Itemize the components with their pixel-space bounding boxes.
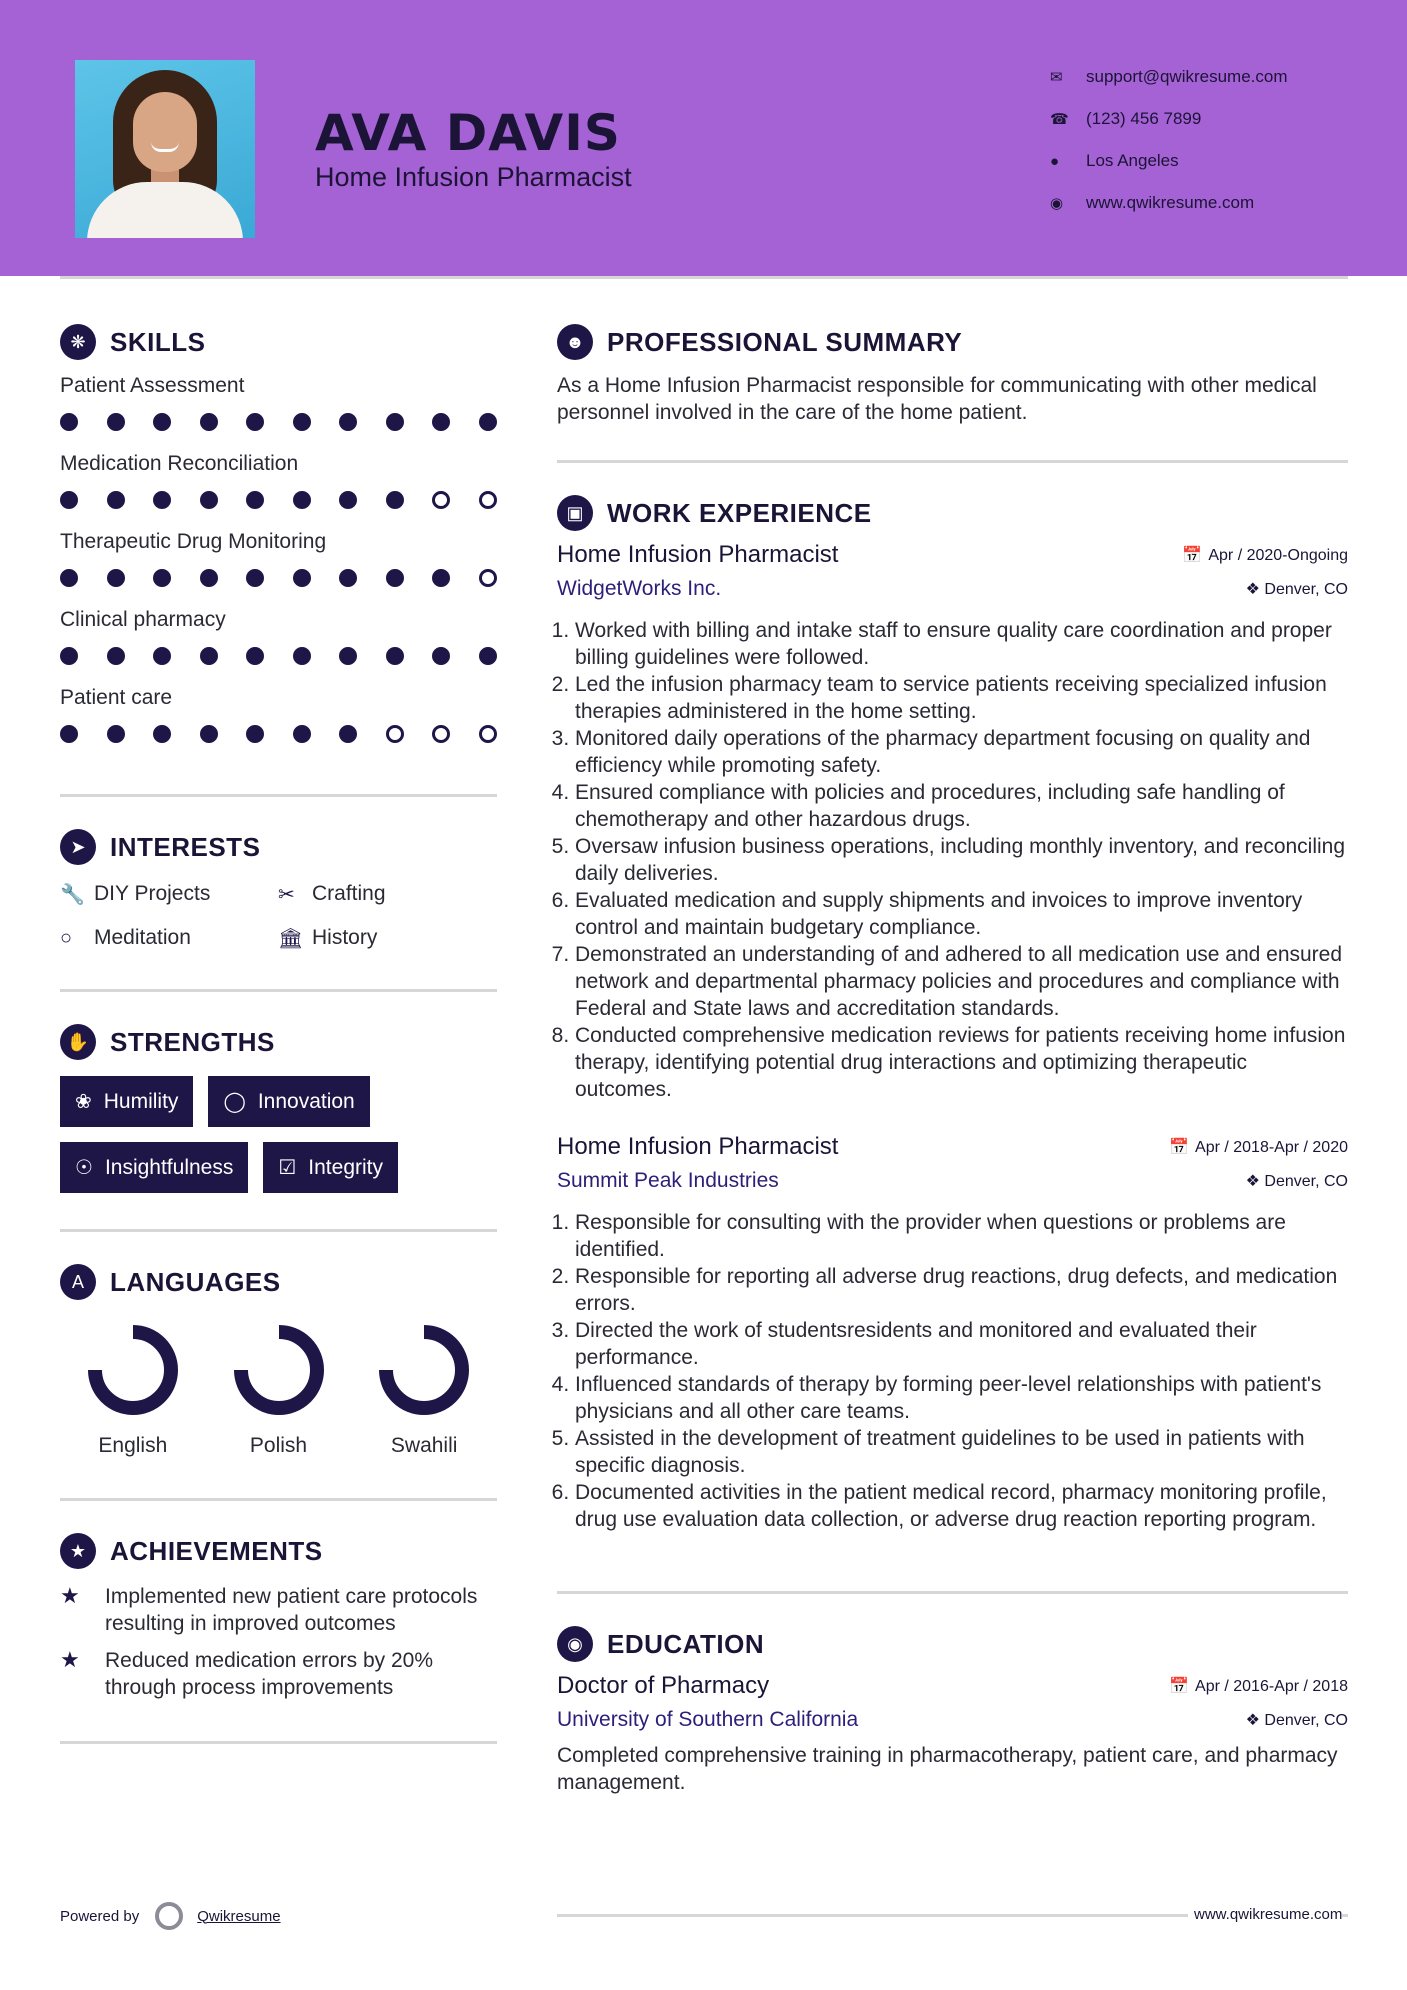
chair-icon: ▣ bbox=[557, 495, 593, 531]
section-divider bbox=[60, 1741, 497, 1744]
experience-heading: ▣ WORK EXPERIENCE bbox=[557, 491, 1348, 535]
achievement-item: ★ Implemented new patient care protocols resulting in improved outcomes bbox=[60, 1583, 478, 1635]
interests-heading: ➤ INTERESTS bbox=[60, 825, 497, 869]
job-location: ❖ Denver, CO bbox=[1245, 581, 1348, 598]
list-item: 2. Responsible for reporting all adverse drug reactions, drug defects, and medication errors. bbox=[575, 1263, 1348, 1317]
job-company: Summit Peak Industries bbox=[557, 1169, 779, 1192]
rating-dot-filled bbox=[107, 491, 125, 509]
language-level-arc bbox=[386, 1332, 462, 1408]
rating-dot-empty bbox=[432, 491, 450, 509]
section-divider bbox=[60, 794, 497, 797]
skill-rating bbox=[60, 402, 497, 442]
education-heading: ◉ EDUCATION bbox=[557, 1622, 1348, 1666]
achievements-heading: ★ ACHIEVEMENTS bbox=[60, 1529, 497, 1573]
rating-dot-filled bbox=[200, 413, 218, 431]
summary-heading: ☻ PROFESSIONAL SUMMARY bbox=[557, 320, 1348, 364]
footer-url[interactable]: www.qwikresume.com bbox=[1188, 1906, 1342, 1923]
rating-dot-filled bbox=[107, 413, 125, 431]
rating-dot-filled bbox=[479, 647, 497, 665]
skill-name: Therapeutic Drug Monitoring bbox=[60, 530, 327, 553]
education-location: ❖ Denver, CO bbox=[1245, 1712, 1348, 1729]
rating-dot-filled bbox=[386, 491, 404, 509]
globe-icon: ◉ bbox=[1050, 195, 1064, 212]
skill-name: Patient Assessment bbox=[60, 374, 245, 397]
list-item: 1. Responsible for consulting with the provider when questions or problems are identified. bbox=[575, 1209, 1348, 1263]
rating-dot-filled bbox=[107, 725, 125, 743]
skill-item bbox=[60, 604, 497, 676]
rating-dot-empty bbox=[479, 491, 497, 509]
left-column bbox=[60, 320, 497, 1744]
rating-dot-filled bbox=[432, 647, 450, 665]
candidate-name: AVA DAVIS bbox=[315, 104, 621, 162]
rating-dot-empty bbox=[479, 725, 497, 743]
list-item: 5. Oversaw infusion business operations, including monthly inventory, and reconciling daily deliveries. bbox=[575, 833, 1348, 887]
interest-item: 🔧 DIY Projects bbox=[60, 882, 211, 906]
job-company: WidgetWorks Inc. bbox=[557, 577, 722, 600]
language-level-arc bbox=[241, 1332, 317, 1408]
phone-icon: ☎ bbox=[1050, 111, 1069, 128]
language-icon: A bbox=[60, 1264, 96, 1300]
list-item: 7. Demonstrated an understanding of and adhered to all medication use and ensured network and departmental pharmacy policies and procedures and compliance with Federal and State laws and accreditation standards. bbox=[575, 941, 1348, 1022]
language-ring bbox=[231, 1322, 327, 1418]
user-icon: ☻ bbox=[557, 324, 593, 360]
candidate-title: Home Infusion Pharmacist bbox=[315, 162, 632, 192]
list-item: 2. Led the infusion pharmacy team to service patients receiving specialized infusion therapies administered in the home setting. bbox=[575, 671, 1348, 725]
skill-name: Medication Reconciliation bbox=[60, 452, 299, 475]
rating-dot-filled bbox=[60, 413, 78, 431]
interests-list bbox=[60, 879, 497, 953]
skills-list bbox=[60, 370, 497, 754]
list-item: 4. Ensured compliance with policies and procedures, including safe handling of chemotherapy and other hazardous drugs. bbox=[575, 779, 1348, 833]
skills-heading: ❋ SKILLS bbox=[60, 320, 497, 364]
rating-dot-filled bbox=[107, 647, 125, 665]
rating-dot-filled bbox=[432, 569, 450, 587]
language-name: Polish bbox=[249, 1434, 308, 1457]
star-icon: ★ bbox=[60, 1583, 80, 1608]
list-item: 1. Worked with billing and intake staff to ensure quality care coordination and proper billing guidelines were followed. bbox=[575, 617, 1348, 671]
lightbulb-icon: ❋ bbox=[60, 324, 96, 360]
skill-rating bbox=[60, 480, 497, 520]
lightbulb-icon: ◯ bbox=[223, 1091, 246, 1113]
skill-rating bbox=[60, 636, 497, 676]
languages-list bbox=[60, 1322, 497, 1458]
skill-name: Patient care bbox=[60, 686, 173, 709]
rating-dot-filled bbox=[200, 569, 218, 587]
rating-dot-filled bbox=[153, 569, 171, 587]
rating-dot-filled bbox=[293, 491, 311, 509]
skill-item bbox=[60, 370, 497, 442]
rating-dot-filled bbox=[246, 569, 264, 587]
location-pin-icon: ● bbox=[1050, 152, 1060, 170]
star-icon: ★ bbox=[60, 1533, 96, 1569]
circle-icon: ○ bbox=[60, 926, 73, 949]
list-item: 4. Influenced standards of therapy by forming peer-level relationships with patient's physicians and all other care teams. bbox=[575, 1371, 1348, 1425]
contact-list bbox=[1050, 56, 1288, 224]
rating-dot-filled bbox=[386, 647, 404, 665]
interest-item: ✂ Crafting bbox=[278, 882, 386, 906]
rating-dot-filled bbox=[339, 725, 357, 743]
rating-dot-filled bbox=[339, 491, 357, 509]
section-divider bbox=[557, 1591, 1348, 1594]
rating-dot-filled bbox=[153, 491, 171, 509]
rating-dot-filled bbox=[60, 725, 78, 743]
envelope-icon: ✉ bbox=[1050, 69, 1063, 86]
rating-dot-filled bbox=[479, 413, 497, 431]
rating-dot-empty bbox=[479, 569, 497, 587]
rating-dot-filled bbox=[339, 647, 357, 665]
languages-heading: A LANGUAGES bbox=[60, 1260, 497, 1304]
contact-location: ● Los Angeles bbox=[1050, 151, 1179, 170]
list-item: 6. Evaluated medication and supply shipments and invoices to improve inventory control and maintain budgetary compliance. bbox=[575, 887, 1348, 941]
interest-item: ○ Meditation bbox=[60, 926, 191, 949]
section-divider bbox=[60, 1229, 497, 1232]
language-item bbox=[351, 1322, 497, 1458]
contact-email[interactable]: ✉ support@qwikresume.com bbox=[1050, 67, 1288, 86]
job-bullets bbox=[557, 1209, 1348, 1533]
education-date: 📅 Apr / 2016-Apr / 2018 bbox=[1169, 1678, 1348, 1695]
rating-dot-filled bbox=[200, 647, 218, 665]
brand-link[interactable]: Qwikresume bbox=[197, 1907, 281, 1925]
paper-plane-icon: ➤ bbox=[60, 829, 96, 865]
job-date: 📅 Apr / 2018-Apr / 2020 bbox=[1169, 1139, 1348, 1156]
pushpin-icon: ❖ bbox=[1245, 581, 1260, 598]
header-divider bbox=[60, 276, 1348, 279]
degree: Doctor of Pharmacy bbox=[557, 1672, 770, 1699]
profile-photo bbox=[75, 60, 255, 238]
rating-dot-filled bbox=[153, 725, 171, 743]
rating-dot-filled bbox=[339, 569, 357, 587]
rating-dot-filled bbox=[386, 569, 404, 587]
scissors-icon: ✂ bbox=[278, 883, 295, 906]
pushpin-icon: ❖ bbox=[1245, 1712, 1260, 1729]
rating-dot-filled bbox=[386, 413, 404, 431]
rating-dot-filled bbox=[200, 491, 218, 509]
graduation-cap-icon: ◉ bbox=[557, 1626, 593, 1662]
skill-rating bbox=[60, 558, 497, 598]
rating-dot-empty bbox=[386, 725, 404, 743]
job-location: ❖ Denver, CO bbox=[1245, 1173, 1348, 1190]
section-divider bbox=[557, 460, 1348, 463]
job-entry bbox=[557, 1133, 1348, 1533]
job-bullets bbox=[557, 617, 1348, 1103]
interest-item: 🏛 History bbox=[278, 926, 378, 950]
job-entry bbox=[557, 541, 1348, 1103]
rating-dot-filled bbox=[60, 491, 78, 509]
rating-dot-filled bbox=[246, 647, 264, 665]
skill-name: Clinical pharmacy bbox=[60, 608, 226, 631]
rating-dot-filled bbox=[153, 413, 171, 431]
strength-badge: ❀ Humility bbox=[60, 1076, 193, 1127]
rating-dot-filled bbox=[339, 413, 357, 431]
language-ring bbox=[376, 1322, 472, 1418]
rating-dot-filled bbox=[246, 413, 264, 431]
rating-dot-filled bbox=[293, 569, 311, 587]
contact-website[interactable]: ◉ www.qwikresume.com bbox=[1050, 193, 1255, 212]
resume-header bbox=[0, 0, 1407, 276]
rating-dot-filled bbox=[293, 647, 311, 665]
list-item: 5. Assisted in the development of treatment guidelines to be used in patients with specific diagnosis. bbox=[575, 1425, 1348, 1479]
leaf-icon: ❀ bbox=[75, 1091, 92, 1113]
job-title: Home Infusion Pharmacist bbox=[557, 541, 839, 568]
calendar-icon: 📅 bbox=[1169, 1678, 1190, 1695]
education-description: Completed comprehensive training in pharmacotherapy, patient care, and pharmacy management. bbox=[557, 1744, 1338, 1794]
rating-dot-filled bbox=[246, 725, 264, 743]
job-title: Home Infusion Pharmacist bbox=[557, 1133, 839, 1160]
list-item: 8. Conducted comprehensive medication reviews for patients receiving home infusion therapy, identifying potential drug interactions and optimizing therapeutic outcomes. bbox=[575, 1022, 1348, 1103]
language-item bbox=[206, 1322, 352, 1458]
calendar-icon: 📅 bbox=[1169, 1139, 1190, 1156]
rating-dot-filled bbox=[60, 569, 78, 587]
rating-dot-filled bbox=[293, 725, 311, 743]
summary-text: As a Home Infusion Pharmacist responsible for communicating with other medical personnel involved in the care of the home patient. bbox=[557, 374, 1317, 424]
language-item bbox=[60, 1322, 206, 1458]
skill-item bbox=[60, 682, 497, 754]
rating-dot-filled bbox=[432, 413, 450, 431]
language-level-arc bbox=[95, 1332, 171, 1408]
rating-dot-filled bbox=[200, 725, 218, 743]
qwikresume-logo-icon bbox=[155, 1902, 183, 1930]
job-date: 📅 Apr / 2020-Ongoing bbox=[1182, 547, 1348, 564]
language-name: Swahili bbox=[390, 1434, 458, 1457]
checkbox-icon: ☑ bbox=[278, 1157, 297, 1179]
rating-dot-filled bbox=[107, 569, 125, 587]
pushpin-icon: ❖ bbox=[1245, 1173, 1260, 1190]
strength-badge: ☉ Insightfulness bbox=[60, 1142, 248, 1193]
strengths-list bbox=[60, 1076, 497, 1193]
rating-dot-filled bbox=[60, 647, 78, 665]
section-divider bbox=[60, 1498, 497, 1501]
skill-rating bbox=[60, 714, 497, 754]
strength-badge: ◯ Innovation bbox=[208, 1076, 369, 1127]
list-item: 6. Documented activities in the patient medical record, pharmacy monitoring profile, drug use evaluation data collection, or adverse drug reaction reporting program. bbox=[575, 1479, 1348, 1533]
language-name: English bbox=[98, 1434, 168, 1457]
rating-dot-empty bbox=[432, 725, 450, 743]
achievement-item: ★ Reduced medication errors by 20% through process improvements bbox=[60, 1647, 434, 1699]
skill-item bbox=[60, 448, 497, 520]
eye-icon: ☉ bbox=[75, 1157, 93, 1179]
school: University of Southern California bbox=[557, 1708, 859, 1731]
list-item: 3. Directed the work of studentsresidents and monitored and evaluated their performance. bbox=[575, 1317, 1348, 1371]
calendar-icon: 📅 bbox=[1182, 547, 1203, 564]
right-column bbox=[557, 320, 1348, 1796]
hand-icon: ✋ bbox=[60, 1024, 96, 1060]
list-item: 3. Monitored daily operations of the pharmacy department focusing on quality and efficiency while promoting safety. bbox=[575, 725, 1348, 779]
section-divider bbox=[60, 989, 497, 992]
wrench-icon: 🔧 bbox=[60, 883, 85, 906]
rating-dot-filled bbox=[153, 647, 171, 665]
star-icon: ★ bbox=[60, 1647, 80, 1672]
rating-dot-filled bbox=[293, 413, 311, 431]
powered-by: Powered by Qwikresume bbox=[60, 1902, 281, 1930]
skill-item bbox=[60, 526, 497, 598]
rating-dot-filled bbox=[246, 491, 264, 509]
contact-phone[interactable]: ☎ (123) 456 7899 bbox=[1050, 109, 1202, 128]
museum-icon: 🏛 bbox=[278, 927, 304, 950]
language-ring bbox=[85, 1322, 181, 1418]
strengths-heading: ✋ STRENGTHS bbox=[60, 1020, 497, 1064]
strength-badge: ☑ Integrity bbox=[263, 1142, 398, 1193]
